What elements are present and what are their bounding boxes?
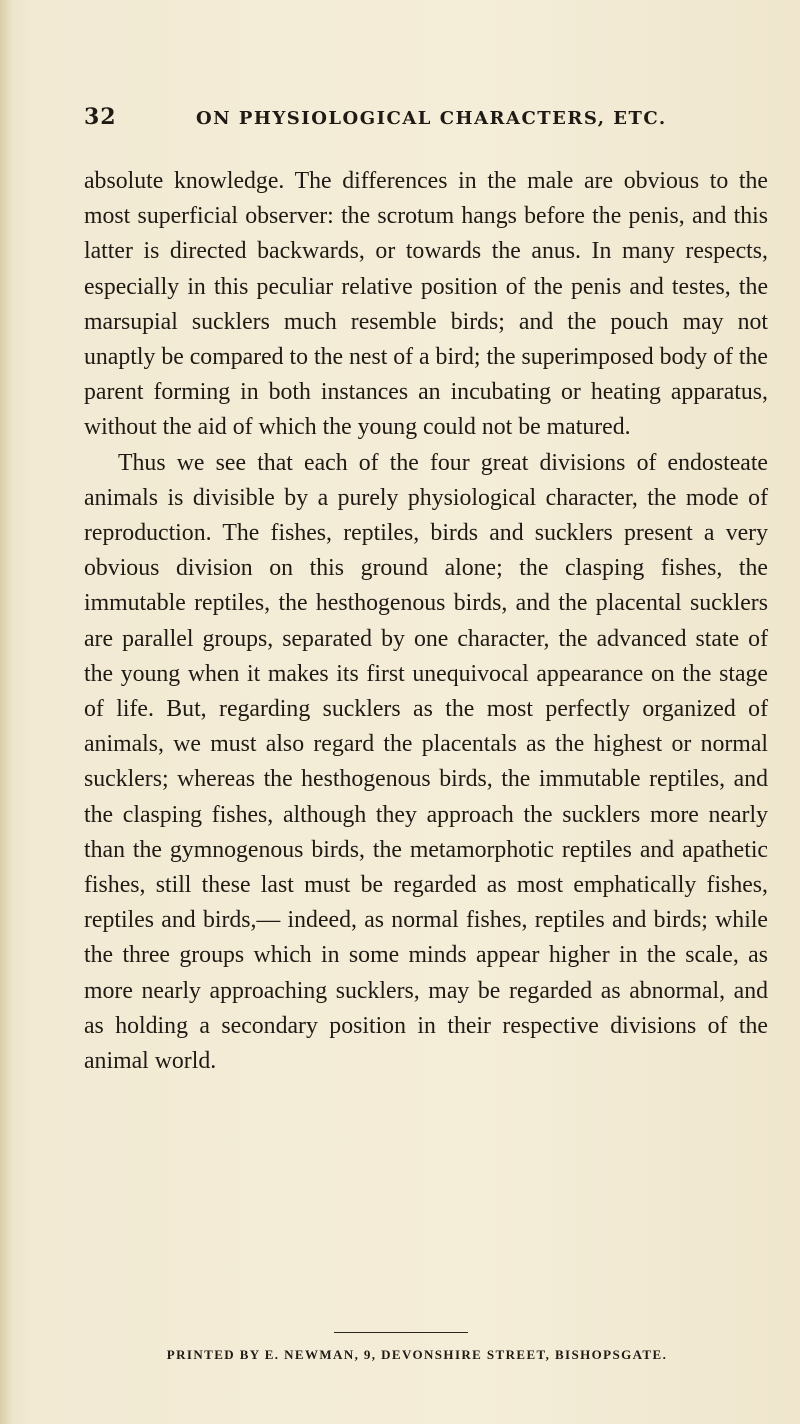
printer-imprint: PRINTED BY E. NEWMAN, 9, DEVONSHIRE STREET, BISHOPSGATE. — [166, 1347, 668, 1362]
running-head: ON PHYSIOLOGICAL CHARACTERS, ETC. — [196, 108, 667, 129]
page-header — [84, 104, 774, 138]
page-gutter — [0, 0, 14, 1424]
page-number: 32 — [84, 104, 117, 130]
paragraph-2: Thus we see that each of the four great divisions of endosteate animals is divisible by a purely physiological character, the mode of reproduction. The fishes, reptiles, birds and sucklers present a very obvious division on this ground alone; the clasping fishes, the immutable reptiles, the hesthogenous birds, and the placental sucklers are parallel groups, separated by one character, the advanced state of the young when it makes its first unequivocal appearance on the stage of life. But, regarding sucklers as the most perfectly organized of animals, we must also regard the placentals as the highest or normal sucklers; whereas the hesthogenous birds, the immutable reptiles, and the clasping fishes, although they approach the sucklers more nearly than the gymnogenous birds, the metamorphotic reptiles and apathetic fishes, still these last must be regarded as most emphatically fishes, reptiles and birds,— indeed, as normal fishes, reptiles and birds; while the three groups which in some minds appear higher in the scale, as more nearly approaching sucklers, may be regarded as abnormal, and as holding a secondary position in their respective divisions of the animal world. — [84, 449, 768, 1075]
footer-rule — [334, 1332, 468, 1333]
body-text — [84, 164, 768, 1079]
paragraph-1: absolute knowledge. The differences in the male are obvious to the most superficial observer: the scrotum hangs before the penis, and this latter is directed backwards, or towards the anus. In many respects, especially in this peculiar relative position of the penis and testes, the marsupial sucklers much resemble birds; and the pouch may not unaptly be compared to the nest of a bird; the superimposed body of the parent forming in both instances an incubating or heating apparatus, without the aid of which the young could not be matured. — [84, 168, 768, 441]
